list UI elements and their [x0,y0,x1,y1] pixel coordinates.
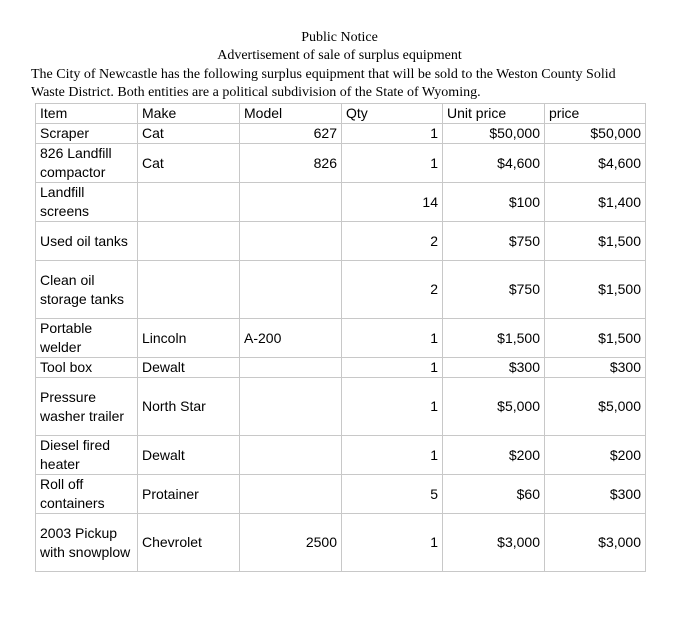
cell-unit-price: $1,500 [443,319,545,358]
cell-model [240,378,342,436]
cell-make [138,222,240,261]
cell-make [138,183,240,222]
cell-price: $300 [545,475,646,514]
cell-qty: 14 [342,183,443,222]
notice-intro: The City of Newcastle has the following surplus equipment that will be sold to the Weston County Solid Waste District. Both entities are a political subdivision of the State of Wyoming. [31,67,616,100]
cell-unit-price: $5,000 [443,378,545,436]
header-price: price [545,104,646,124]
cell-make [138,261,240,319]
cell-qty: 2 [342,261,443,319]
cell-qty: 1 [342,144,443,183]
cell-item: Used oil tanks [36,222,138,261]
cell-price: $1,500 [545,319,646,358]
cell-model [240,358,342,378]
cell-price: $5,000 [545,378,646,436]
cell-unit-price: $750 [443,222,545,261]
cell-price: $4,600 [545,144,646,183]
table-row [36,124,646,144]
table-header-row [36,104,646,124]
header-item: Item [36,104,138,124]
table-row [36,378,646,436]
cell-item: Roll off containers [36,475,138,514]
cell-item: Portable welder [36,319,138,358]
header-qty: Qty [342,104,443,124]
cell-item: Tool box [36,358,138,378]
table-row [36,436,646,475]
table-row [36,144,646,183]
cell-make: Protainer [138,475,240,514]
cell-unit-price: $50,000 [443,124,545,144]
table-row [36,514,646,572]
cell-model [240,222,342,261]
table-row [36,475,646,514]
table-row [36,261,646,319]
cell-price: $3,000 [545,514,646,572]
cell-item: 2003 Pickup with snowplow [36,514,138,572]
cell-qty: 2 [342,222,443,261]
cell-make: Dewalt [138,436,240,475]
cell-item: Pressure washer trailer [36,378,138,436]
cell-item: Scraper [36,124,138,144]
equipment-table [35,103,646,572]
cell-make: North Star [138,378,240,436]
cell-unit-price: $100 [443,183,545,222]
cell-unit-price: $300 [443,358,545,378]
cell-model [240,261,342,319]
cell-qty: 1 [342,378,443,436]
header-model: Model [240,104,342,124]
cell-item: 826 Landfill compactor [36,144,138,183]
cell-qty: 1 [342,124,443,144]
cell-item: Diesel fired heater [36,436,138,475]
cell-model: 627 [240,124,342,144]
cell-qty: 1 [342,358,443,378]
cell-make: Lincoln [138,319,240,358]
cell-make: Cat [138,144,240,183]
table-row [36,222,646,261]
cell-price: $50,000 [545,124,646,144]
cell-qty: 1 [342,514,443,572]
notice-title: Public Notice [301,30,378,45]
cell-qty: 1 [342,436,443,475]
cell-model [240,183,342,222]
cell-unit-price: $3,000 [443,514,545,572]
table-row [36,358,646,378]
cell-price: $300 [545,358,646,378]
header-make: Make [138,104,240,124]
cell-price: $1,400 [545,183,646,222]
cell-model: 826 [240,144,342,183]
cell-unit-price: $750 [443,261,545,319]
cell-item: Landfill screens [36,183,138,222]
cell-model [240,475,342,514]
cell-make: Dewalt [138,358,240,378]
cell-make: Chevrolet [138,514,240,572]
cell-price: $1,500 [545,261,646,319]
cell-model: A-200 [240,319,342,358]
cell-make: Cat [138,124,240,144]
notice-subtitle: Advertisement of sale of surplus equipment [217,48,462,63]
cell-unit-price: $4,600 [443,144,545,183]
cell-qty: 5 [342,475,443,514]
cell-model: 2500 [240,514,342,572]
cell-item: Clean oil storage tanks [36,261,138,319]
cell-price: $1,500 [545,222,646,261]
table-row [36,183,646,222]
cell-price: $200 [545,436,646,475]
cell-qty: 1 [342,319,443,358]
header-unit-price: Unit price [443,104,545,124]
cell-unit-price: $60 [443,475,545,514]
cell-unit-price: $200 [443,436,545,475]
cell-model [240,436,342,475]
table-row [36,319,646,358]
